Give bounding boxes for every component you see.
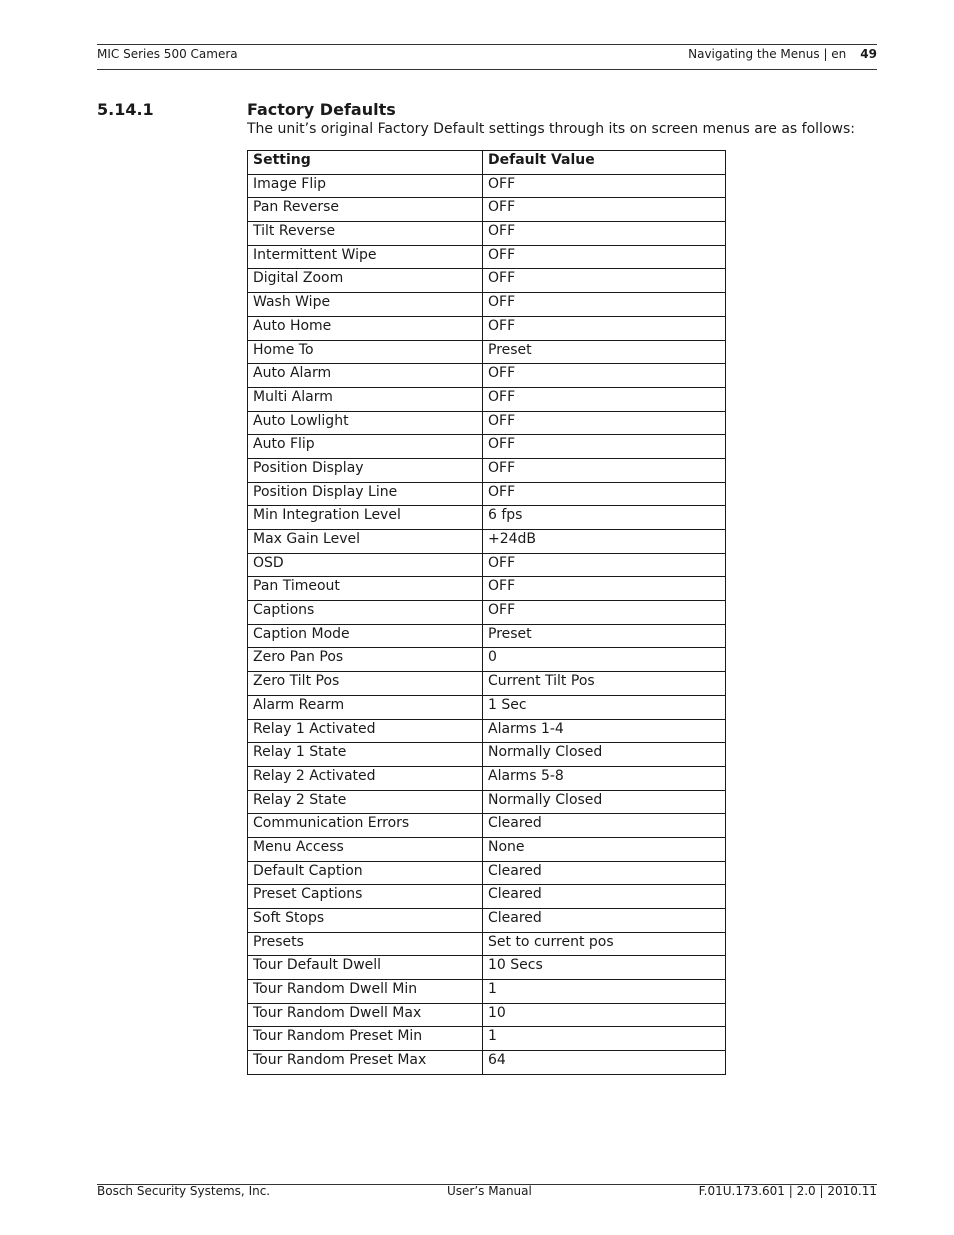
setting-cell: Caption Mode [248, 624, 483, 648]
setting-cell: Min Integration Level [248, 506, 483, 530]
table-row [248, 530, 726, 554]
setting-cell: Alarm Rearm [248, 695, 483, 719]
default-value-cell: OFF [483, 553, 726, 577]
table-row [248, 695, 726, 719]
table-row [248, 814, 726, 838]
table-row [248, 790, 726, 814]
table-row [248, 672, 726, 696]
setting-cell: Tour Default Dwell [248, 956, 483, 980]
setting-cell: Tour Random Preset Min [248, 1027, 483, 1051]
default-value-cell: OFF [483, 411, 726, 435]
default-value-cell: 0 [483, 648, 726, 672]
default-value-cell: OFF [483, 293, 726, 317]
table-row [248, 482, 726, 506]
setting-cell: Auto Alarm [248, 364, 483, 388]
page-number: 49 [860, 47, 877, 61]
default-value-cell: OFF [483, 269, 726, 293]
table-row [248, 837, 726, 861]
header-chapter [688, 47, 877, 61]
header-top-rule [97, 44, 877, 45]
setting-cell: Relay 1 Activated [248, 719, 483, 743]
table-row [248, 932, 726, 956]
table-row [248, 269, 726, 293]
setting-cell: Communication Errors [248, 814, 483, 838]
setting-cell: Tour Random Dwell Max [248, 1003, 483, 1027]
default-value-cell: Cleared [483, 909, 726, 933]
setting-cell: Auto Flip [248, 435, 483, 459]
default-value-cell: Alarms 5-8 [483, 766, 726, 790]
setting-cell: Zero Pan Pos [248, 648, 483, 672]
default-value-cell: OFF [483, 577, 726, 601]
table-row [248, 980, 726, 1004]
default-value-cell: OFF [483, 364, 726, 388]
default-value-cell: 1 [483, 980, 726, 1004]
footer-document-type: User’s Manual [447, 1184, 532, 1198]
table-row [248, 553, 726, 577]
table-row [248, 506, 726, 530]
default-value-cell: Preset [483, 624, 726, 648]
default-value-cell: OFF [483, 435, 726, 459]
table-row [248, 387, 726, 411]
setting-cell: Auto Home [248, 316, 483, 340]
default-value-cell: OFF [483, 482, 726, 506]
setting-cell: Image Flip [248, 174, 483, 198]
section-intro: The unit’s original Factory Default settings through its on screen menus are as follows: [247, 121, 855, 137]
setting-cell: Digital Zoom [248, 269, 483, 293]
default-value-cell: 1 [483, 1027, 726, 1051]
default-value-cell: OFF [483, 174, 726, 198]
table-row [248, 174, 726, 198]
setting-cell: Wash Wipe [248, 293, 483, 317]
default-value-cell: OFF [483, 387, 726, 411]
setting-cell: Relay 2 Activated [248, 766, 483, 790]
header-product-name: MIC Series 500 Camera [97, 47, 238, 61]
table-row [248, 364, 726, 388]
table-row [248, 601, 726, 625]
default-value-cell: OFF [483, 316, 726, 340]
default-value-cell: Normally Closed [483, 790, 726, 814]
table-row [248, 648, 726, 672]
table-row [248, 1051, 726, 1075]
default-value-cell: Normally Closed [483, 743, 726, 767]
table-row [248, 411, 726, 435]
header-bottom-rule [97, 69, 877, 70]
default-value-cell: Cleared [483, 885, 726, 909]
table-header-row [248, 151, 726, 175]
table-row [248, 316, 726, 340]
header-chapter-label: Navigating the Menus | en [688, 47, 847, 61]
table-row [248, 766, 726, 790]
setting-cell: Soft Stops [248, 909, 483, 933]
default-value-cell: Preset [483, 340, 726, 364]
setting-cell: Default Caption [248, 861, 483, 885]
setting-cell: Pan Reverse [248, 198, 483, 222]
setting-cell: Zero Tilt Pos [248, 672, 483, 696]
setting-cell: Tour Random Dwell Min [248, 980, 483, 1004]
default-value-cell: 10 [483, 1003, 726, 1027]
default-value-cell: 10 Secs [483, 956, 726, 980]
setting-cell: Home To [248, 340, 483, 364]
default-value-cell: Alarms 1-4 [483, 719, 726, 743]
table-body [248, 174, 726, 1074]
factory-defaults-table [247, 150, 726, 1075]
table-row [248, 577, 726, 601]
default-value-cell: 1 Sec [483, 695, 726, 719]
table-row [248, 340, 726, 364]
setting-cell: Position Display Line [248, 482, 483, 506]
section-title: Factory Defaults [247, 100, 396, 119]
default-value-cell: 64 [483, 1051, 726, 1075]
default-value-cell: Cleared [483, 814, 726, 838]
setting-cell: Relay 1 State [248, 743, 483, 767]
table-row [248, 719, 726, 743]
table-row [248, 624, 726, 648]
column-header-setting: Setting [248, 151, 483, 175]
setting-cell: Relay 2 State [248, 790, 483, 814]
table-row [248, 435, 726, 459]
setting-cell: Captions [248, 601, 483, 625]
table-row [248, 1003, 726, 1027]
section-number: 5.14.1 [97, 100, 154, 119]
table-row [248, 245, 726, 269]
table-row [248, 458, 726, 482]
default-value-cell: +24dB [483, 530, 726, 554]
setting-cell: Preset Captions [248, 885, 483, 909]
setting-cell: Intermittent Wipe [248, 245, 483, 269]
default-value-cell: Set to current pos [483, 932, 726, 956]
default-value-cell: Cleared [483, 861, 726, 885]
table-row [248, 198, 726, 222]
table-row [248, 743, 726, 767]
default-value-cell: OFF [483, 601, 726, 625]
table-row [248, 1027, 726, 1051]
default-value-cell: OFF [483, 245, 726, 269]
footer-document-id: F.01U.173.601 | 2.0 | 2010.11 [698, 1184, 877, 1198]
setting-cell: Multi Alarm [248, 387, 483, 411]
setting-cell: Tilt Reverse [248, 222, 483, 246]
setting-cell: OSD [248, 553, 483, 577]
setting-cell: Menu Access [248, 837, 483, 861]
table-row [248, 909, 726, 933]
setting-cell: Pan Timeout [248, 577, 483, 601]
setting-cell: Tour Random Preset Max [248, 1051, 483, 1075]
table-row [248, 885, 726, 909]
setting-cell: Position Display [248, 458, 483, 482]
default-value-cell: OFF [483, 222, 726, 246]
default-value-cell: OFF [483, 458, 726, 482]
column-header-default-value: Default Value [483, 151, 726, 175]
table-row [248, 956, 726, 980]
footer-company: Bosch Security Systems, Inc. [97, 1184, 271, 1198]
setting-cell: Max Gain Level [248, 530, 483, 554]
table-row [248, 293, 726, 317]
default-value-cell: 6 fps [483, 506, 726, 530]
setting-cell: Presets [248, 932, 483, 956]
default-value-cell: OFF [483, 198, 726, 222]
table-row [248, 222, 726, 246]
default-value-cell: None [483, 837, 726, 861]
default-value-cell: Current Tilt Pos [483, 672, 726, 696]
table-row [248, 861, 726, 885]
setting-cell: Auto Lowlight [248, 411, 483, 435]
